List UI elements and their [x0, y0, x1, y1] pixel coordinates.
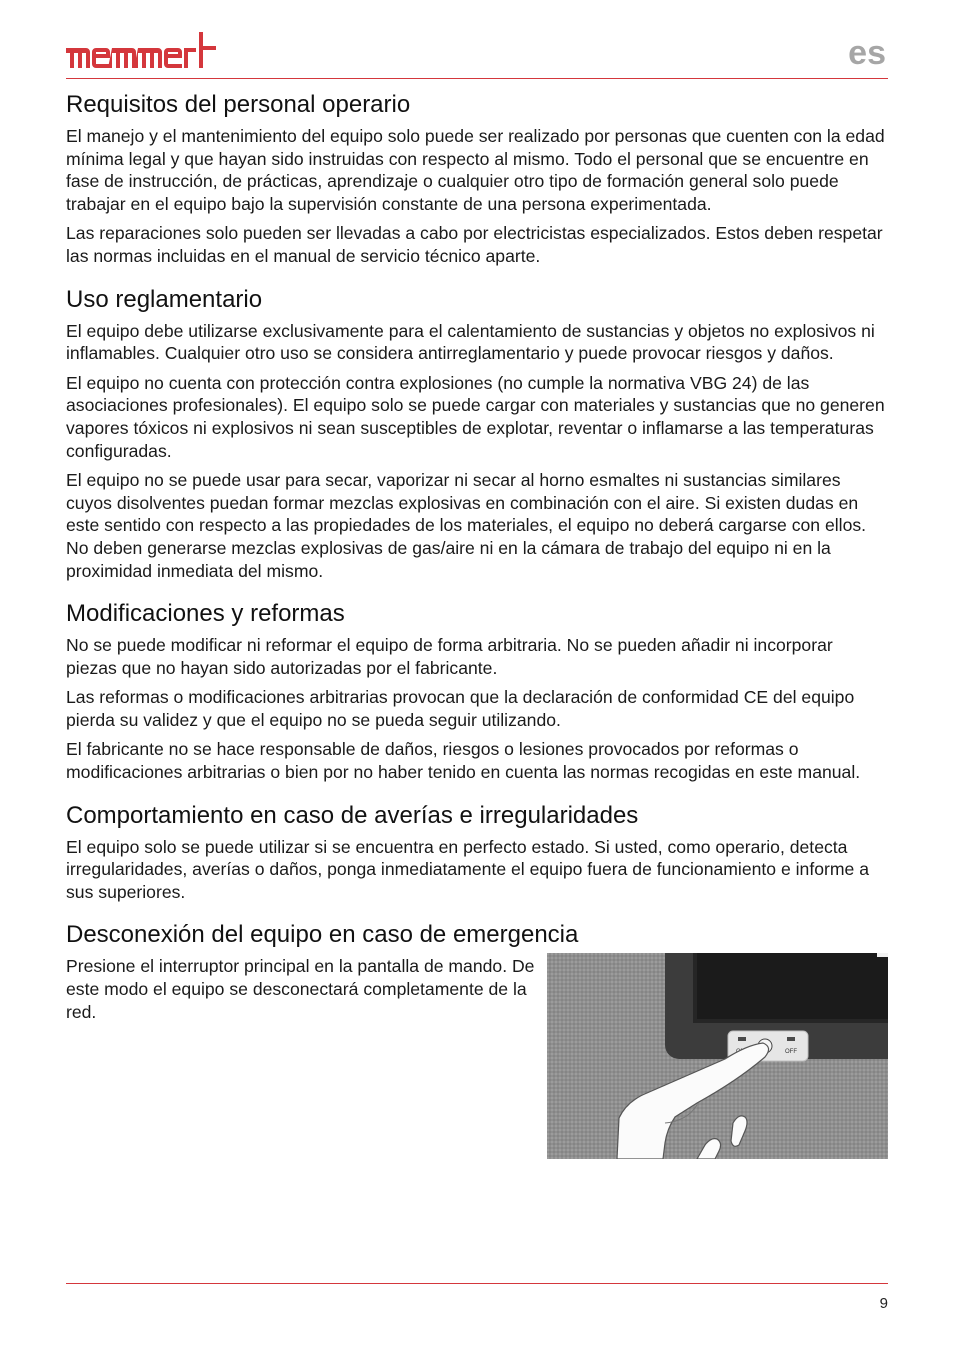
paragraph: El fabricante no se hace responsable de daños, riesgos o lesiones provocados por reformas o modificaciones arbitrarias o bien por no haber tenido en cuenta las normas recogidas en este manual.	[66, 739, 861, 783]
page-number: 9	[879, 1295, 888, 1312]
section-emergency-shutdown	[66, 920, 888, 1056]
paragraph: Las reformas o modificaciones arbitrarias provocan que la declaración de conformidad CE del equipo pierda su validez y que el equipo no se pueda seguir utilizando.	[66, 687, 855, 730]
switch-off-label: OFF	[785, 1049, 797, 1056]
footer-divider	[66, 1283, 888, 1284]
paragraph: El equipo debe utilizarse exclusivamente para el calentamiento de sustancias y objetos no explosivos ni inflamables. Cualquier otro uso se considera antirreglamentario y puede provocar riesgos y daños.	[66, 320, 875, 364]
paragraph: El equipo no cuenta con protección contra explosiones (no cumple la normativa VBG 24) de las asociaciones profesionales). El equipo solo se puede cargar con materiales y sustancias que no generen vapores tóxicos ni explosivos ni sean susceptibles de explotar, reventar o inflamarse a las temperaturas configuradas.	[66, 372, 885, 461]
main-switch-illustration	[547, 953, 888, 1159]
section-heading: Modificaciones y reformas	[66, 600, 345, 628]
paragraph: El equipo solo se puede utilizar si se encuentra en perfecto estado. Si usted, como operario, detecta irregularidades, averías o daños, ponga inmediatamente el equipo fuera de funcionamiento e informe a sus superiores.	[66, 836, 869, 902]
paragraph: Las reparaciones solo pueden ser llevadas a cabo por electricistas especializados. Estos deben respetar las normas incluidas en el manual de servicio técnico aparte.	[66, 223, 883, 266]
section-intended-use	[66, 285, 888, 583]
section-heading: Desconexión del equipo en caso de emergencia	[66, 921, 579, 949]
header-divider	[66, 78, 888, 79]
section-heading: Requisitos del personal operario	[66, 91, 411, 118]
section-personnel-requirements	[66, 90, 888, 268]
paragraph: El manejo y el mantenimiento del equipo solo puede ser realizado por personas que cuenten con la edad mínima legal y que hayan sido instruidas con respecto al mismo. Todo el personal que se encuentre en fase de instrucción, de prácticas, aprendizaje o cualquier otro tipo de formación general solo puede trabajar en el equipo bajo la supervisión constante de una persona experimentada.	[66, 126, 885, 214]
paragraph: El equipo no se puede usar para secar, vaporizar ni secar al horno esmaltes ni sustancias similares cuyos disolventes puedan formar mezclas explosivas en combinación con el aire. Si existen dudas en este sentido con respecto a las propiedades de los materiales, el equipo no deberá cargarse con ellos. No deben generarse mezclas explosivas de gas/aire ni en la cámara de trabajo del equipo ni en la proximidad inmediata del mismo.	[66, 470, 867, 581]
section-heading: Comportamiento en caso de averías e irregularidades	[66, 801, 639, 829]
section-heading: Uso reglamentario	[66, 285, 263, 313]
language-code: es	[848, 34, 886, 72]
paragraph: No se puede modificar ni reformar el equipo de forma arbitraria. No se pueden añadir ni incorporar piezas que no hayan sido autorizadas por el fabricante.	[66, 635, 833, 678]
section-modifications	[66, 599, 888, 784]
memmert-logo	[66, 32, 216, 70]
page-content	[66, 90, 888, 1056]
section-malfunctions	[66, 801, 888, 904]
paragraph: Presione el interruptor principal en la pantalla de mando. De este modo el equipo se desconectará completamente de la red.	[66, 956, 535, 1022]
